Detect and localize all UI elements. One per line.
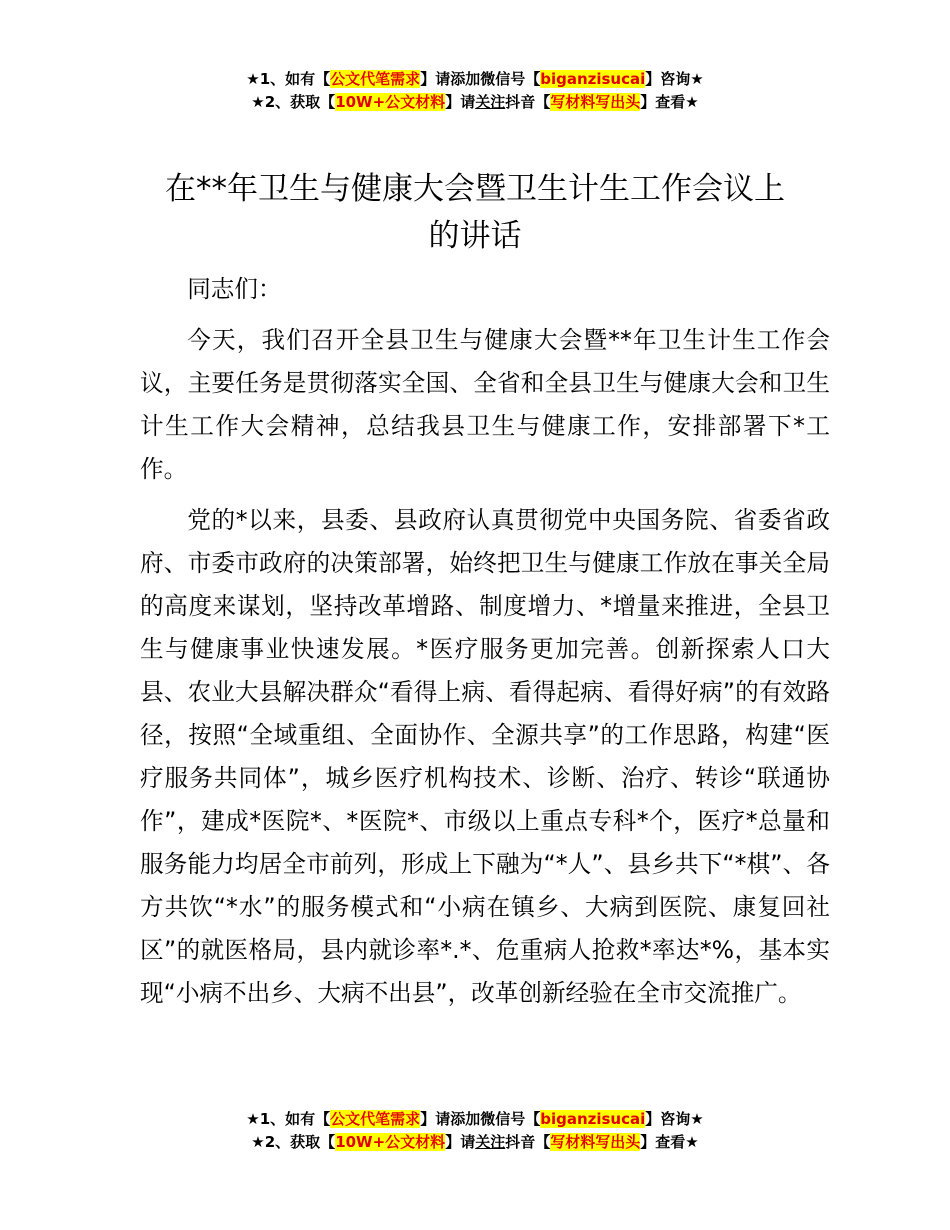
banner-highlight: 10W+公文材料 (335, 1133, 446, 1151)
wechat-id-highlight: biganzisucai (540, 1110, 646, 1128)
banner-highlight: 公文代笔需求 (330, 70, 421, 88)
banner-text: ★1、如有【 (246, 1110, 331, 1128)
banner-text: 抖音【 (505, 93, 551, 111)
banner-text: ★2、获取【 (251, 1133, 336, 1151)
banner-line-1 (0, 68, 950, 91)
banner-text: ★1、如有【 (246, 70, 331, 88)
banner-text: 】请 (445, 1133, 476, 1151)
document-body (140, 268, 830, 1015)
banner-line-2 (0, 91, 950, 114)
banner-underline: 关注 (475, 93, 506, 111)
banner-text: 】咨询★ (645, 1110, 704, 1128)
banner-highlight: 10W+公文材料 (335, 93, 446, 111)
paragraph: 党的*以来，县委、县政府认真贯彻党中央国务院、省委省政府、市委市政府的决策部署，始终把卫生与健康工作放在事关全局的高度来谋划，坚持改革增路、制度增力、*增量来推进，全县卫生与健康事业快速发展。*医疗服务更加完善。创新探索人口大县、农业大县解决群众“看得上病、看得起病、看得好病”的有效路径，按照“全域重组、全面协作、全源共享”的工作思路，构建“医疗服务共同体”，城乡医疗机构技术、诊断、治疗、转诊“联通协作”，建成*医院*、*医院*、市级以上重点专科*个，医疗*总量和服务能力均居全市前列，形成上下融为“*人”、县乡共下“*棋”、各方共饮“*水”的服务模式和“小病在镇乡、大病到医院、康复回社区”的就医格局，县内就诊率*.*、危重病人抢救*率达*%，基本实现“小病不出乡、大病不出县”，改革创新经验在全市交流推广。 (140, 506, 830, 1007)
wechat-id-highlight: biganzisucai (540, 70, 646, 88)
banner-highlight: 公文代笔需求 (330, 1110, 421, 1128)
document-title (0, 166, 950, 260)
banner-text: 】查看★ (640, 1133, 699, 1151)
banner-text: 】请 (445, 93, 476, 111)
paragraph: 今天，我们召开全县卫生与健康大会暨**年卫生计生工作会议，主要任务是贯彻落实全国、全省和全县卫生与健康大会和卫生计生工作大会精神，总结我县卫生与健康工作，安排部署下*工作。 (140, 326, 830, 483)
banner-text: 】查看★ (640, 93, 699, 111)
banner-text: 抖音【 (505, 1133, 551, 1151)
footer-banner (0, 1108, 950, 1154)
douyin-highlight: 写材料写出头 (550, 1133, 641, 1151)
banner-line-1 (0, 1108, 950, 1131)
header-banner (0, 68, 950, 114)
banner-text: 】请添加微信号【 (420, 1110, 541, 1128)
banner-text: ★2、获取【 (251, 93, 336, 111)
banner-text: 】咨询★ (645, 70, 704, 88)
banner-text: 】请添加微信号【 (420, 70, 541, 88)
banner-line-2 (0, 1131, 950, 1154)
title-line-1: 在**年卫生与健康大会暨卫生计生工作会议上 (165, 171, 785, 207)
douyin-highlight: 写材料写出头 (550, 93, 641, 111)
salutation: 同志们： (187, 275, 282, 303)
title-line-2: 的讲话 (428, 218, 522, 254)
banner-underline: 关注 (475, 1133, 506, 1151)
